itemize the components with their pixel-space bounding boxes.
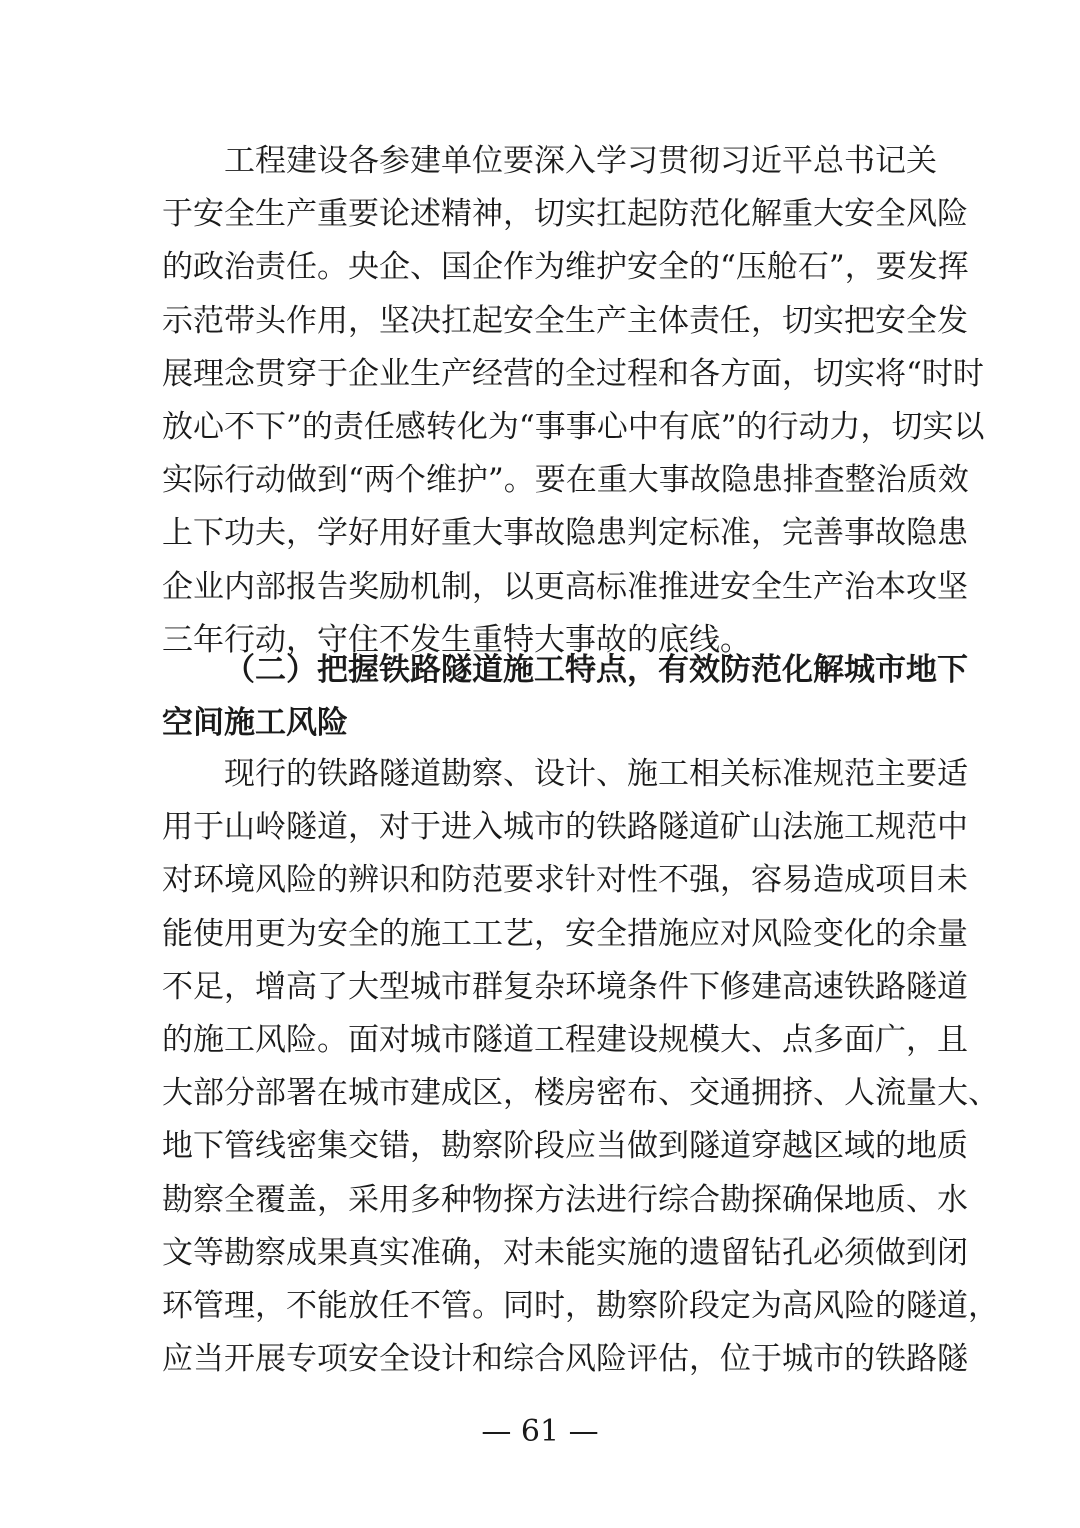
text-line: 环管理，不能放任不管。同时，勘察阶段定为高风险的隧道， [162,1287,999,1324]
text-line: 工程建设各参建单位要深入学习贯彻习近平总书记关 [224,143,937,179]
text-line: 上下功夫，学好用好重大事故隐患判定标准，完善事故隐患 [162,515,968,552]
paragraph-safety-responsibility [162,135,985,667]
text-line: 能使用更为安全的施工工艺，安全措施应对风险变化的余量 [162,915,968,952]
text-line: 展理念贯穿于企业生产经营的全过程和各方面，切实将“时时 [162,355,984,392]
text-line: 不足，增高了大型城市群复杂环境条件下修建高速铁路隧道 [162,968,968,1005]
text-line: 实际行动做到“两个维护”。要在重大事故隐患排查整治质效 [162,462,969,499]
text-line: 用于山岭隧道，对于进入城市的铁路隧道矿山法施工规范中 [162,809,968,846]
text-line: 文等勘察成果真实准确，对未能实施的遗留钻孔必须做到闭 [162,1234,968,1271]
page-number: — 61 — [481,1414,599,1449]
text-line: 三年行动，守住不发生重特大事故的底线。 [162,621,751,658]
text-line: 示范带头作用，坚决扛起安全生产主体责任，切实把安全发 [162,302,968,339]
section-heading [162,644,968,750]
text-line: 勘察全覆盖，采用多种物探方法进行综合勘探确保地质、水 [162,1181,968,1218]
text-line: 企业内部报告奖励机制，以更高标准推进安全生产治本攻坚 [162,568,968,605]
heading-line: 空间施工风险 [162,705,348,742]
text-line: 地下管线密集交错，勘察阶段应当做到隧道穿越区域的地质 [162,1128,968,1165]
text-line: 放心不下”的责任感转化为“事事心中有底”的行动力，切实以 [162,408,985,445]
text-line: 现行的铁路隧道勘察、设计、施工相关标准规范主要适 [224,756,968,792]
text-line: 于安全生产重要论述精神，切实扛起防范化解重大安全风险 [162,196,968,233]
text-line: 的施工风险。面对城市隧道工程建设规模大、点多面广，且 [162,1021,968,1058]
text-line: 对环境风险的辨识和防范要求针对性不强，容易造成项目未 [162,862,968,899]
text-line: 大部分部署在城市建成区，楼房密布、交通拥挤、人流量大、 [162,1075,999,1112]
text-line: 的政治责任。央企、国企作为维护安全的“压舱石”，要发挥 [162,249,969,286]
heading-line: （二）把握铁路隧道施工特点，有效防范化解城市地下 [224,652,968,688]
text-line: 应当开展专项安全设计和综合风险评估，位于城市的铁路隧 [162,1341,968,1378]
paragraph-tunnel-standards [162,748,999,1386]
